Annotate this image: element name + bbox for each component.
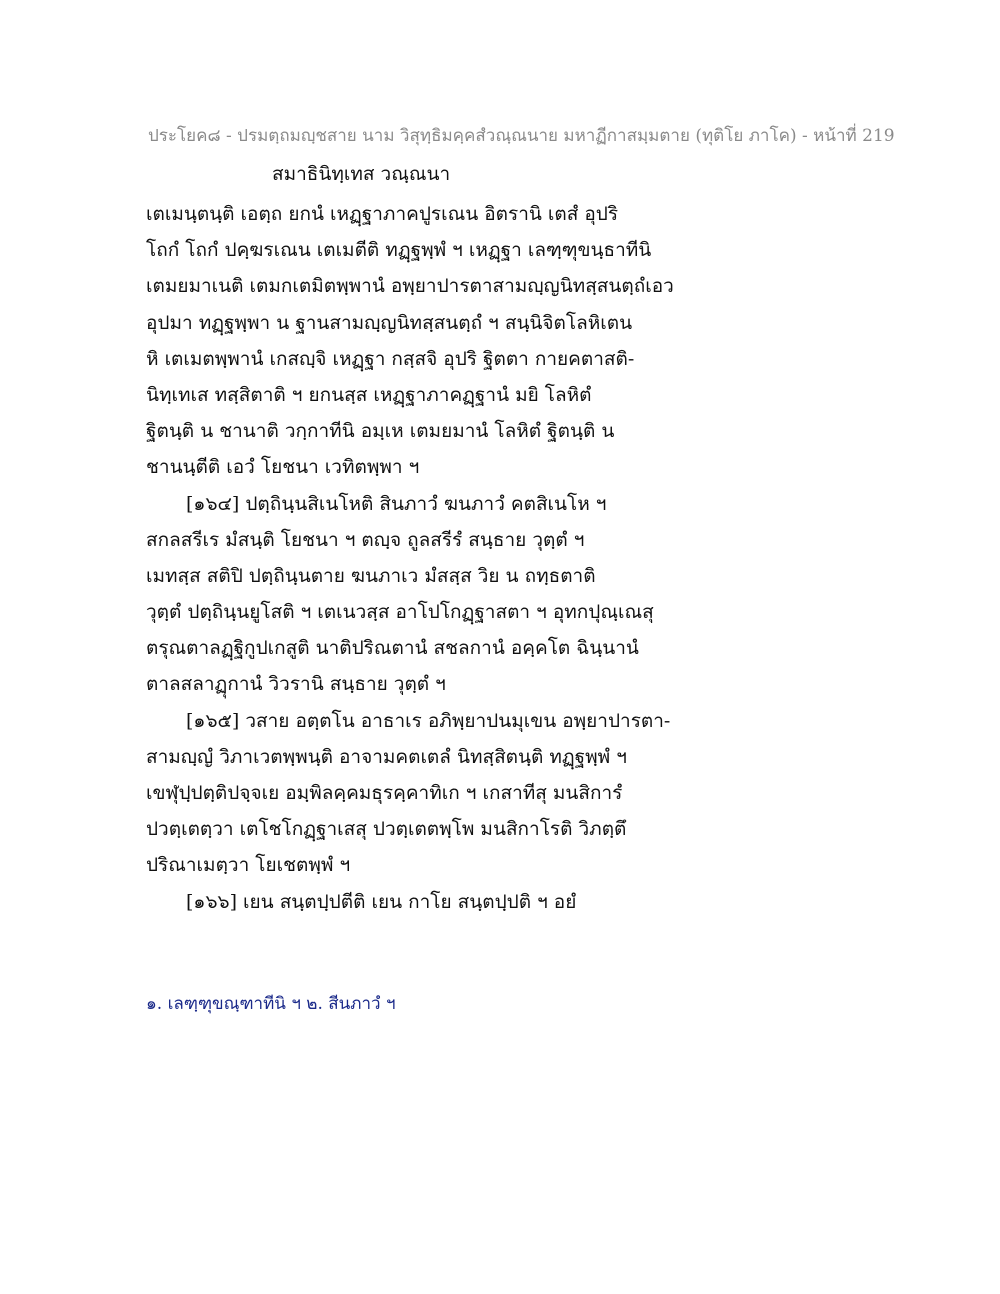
text-line: สามญฺญํ วิภาเวตพฺพนฺติ อาจามคตเตลํ นิทสฺสิตนฺติ ทฏฺฐพฺพํ ฯ bbox=[146, 745, 627, 768]
footnotes: ๑. เลฑฺฑุขณฺฑาทีนิ ฯ ๒. สีนภาวํ ฯ bbox=[146, 994, 396, 1014]
text-line: ปริณาเมตฺวา โยเชตพฺพํ ฯ bbox=[146, 854, 351, 877]
running-header: ประโยค๘ - ปรมตฺถมญฺชสาย นาม วิสุทฺธิมคฺคสํวณฺณนาย มหาฏีกาสมฺมตาย (ทุติโย ภาโค) - หน้าที่ 219 bbox=[148, 126, 895, 146]
paragraph-start-166: [๑๖๖] เยน สนฺตปฺปตีติ เยน กาโย สนฺตปฺปติ ฯ อยํ bbox=[186, 890, 577, 913]
section-title: สมาธินิทฺเทส วณฺณนา bbox=[272, 163, 451, 185]
paragraph-start-164: [๑๖๔] ปตฺถินฺนสิเนโหติ สินภาวํ ฆนภาวํ คตสิเนโห ฯ bbox=[186, 492, 607, 515]
paragraph-start-165: [๑๖๕] วสาย อตฺตโน อาธาเร อภิพฺยาปนมุเขน อพฺยาปารตา- bbox=[186, 709, 671, 732]
text-line: ตาลสลาฏุกานํ วิวรานิ สนฺธาย วุตฺตํ ฯ bbox=[146, 673, 446, 696]
text-line: อุปมา ทฏฺฐพฺพา น ฐานสามญฺญนิทสฺสนตฺถํ ฯ สนฺนิจิตโลหิเตน bbox=[146, 311, 633, 334]
body-text bbox=[146, 196, 706, 920]
text-line: ปวตฺเตตฺวา เตโชโกฏฺฐาเสสุ ปวตฺเตตพฺโพ มนสิกาโรติ วิภตฺตึ bbox=[146, 818, 627, 841]
text-line: เมทสฺส สติปิ ปตฺถินฺนตาย ฆนภาเว มํสสฺส วิย น ถทฺธตาติ bbox=[146, 564, 596, 587]
text-line: เขฬุปฺปตฺติปจฺจเย อมฺพิลคฺคมธุรคฺคาทิเก ฯ เกสาทีสุ มนสิการํ bbox=[146, 782, 623, 804]
text-line: สกลสรีเร มํสนฺติ โยชนา ฯ ตญฺจ ถูลสรีรํ สนฺธาย วุตฺตํ ฯ bbox=[146, 528, 585, 551]
text-line: หิ เตเมตพฺพานํ เกสญฺจิ เหฏฺฐา กสฺสจิ อุปริ ฐิตตา กายคตาสติ- bbox=[146, 347, 635, 370]
text-line: วุตฺตํ ปตฺถินฺนยูโสติ ฯ เตเนวสฺส อาโปโกฏฺฐาสตา ฯ อุทกปุณฺเณสุ bbox=[146, 601, 654, 624]
text-line: เตเมนฺตนฺติ เอตฺถ ยกนํ เหฏฺฐาภาคปูรเณน อิตรานิ เตสํ อุปริ bbox=[146, 203, 619, 225]
text-line: ชานนฺตีติ เอวํ โยชนา เวทิตพฺพา ฯ bbox=[146, 456, 420, 479]
text-line: โถกํ โถกํ ปคฺฆรเณน เตเมตีติ ทฏฺฐพฺพํ ฯ เหฏฺฐา เลฑฺฑุขนฺธาทีนิ bbox=[146, 239, 652, 262]
text-line: เตมยมาเนติ เตมกเตมิตพฺพานํ อพฺยาปารตาสามญฺญนิทสฺสนตฺถํเอว bbox=[146, 275, 674, 298]
text-line: ตรุณตาลฏฺฐิกูปเกสูติ นาติปริณตานํ สชลกานํ อคฺคโต ฉินฺนานํ bbox=[146, 637, 639, 660]
text-line: นิทฺเทเส ทสฺสิตาติ ฯ ยกนสฺส เหฏฺฐาภาคฏฺฐานํ มยิ โลหิตํ bbox=[146, 383, 592, 406]
text-line: ฐิตนฺติ น ชานาติ วกฺกาทีนิ อมฺเห เตมยมานํ โลหิตํ ฐิตนฺติ น bbox=[146, 420, 615, 443]
